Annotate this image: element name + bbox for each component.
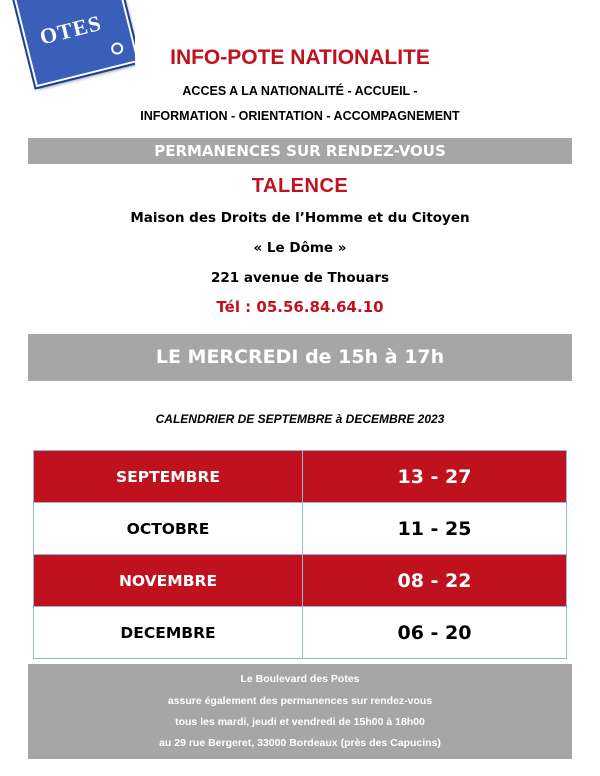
footer-line-3: tous les mardi, jeudi et vendredi de 15h00 à 18h00 [175,716,425,728]
table-row [34,503,567,555]
footer-line-1: Le Boulevard des Potes [240,673,360,685]
permanences-banner: PERMANENCES SUR RENDEZ-VOUS [28,138,572,164]
city-name: TALENCE [251,175,349,197]
logo-text: OTES [37,10,105,50]
street-address: 221 avenue de Thouars [210,270,390,286]
footer-line-2: assure également des permanences sur rendez-vous [167,695,433,707]
dates-cell: 13 - 27 [303,451,567,503]
dates-cell: 06 - 20 [303,607,567,659]
footer-info-box [28,664,572,759]
building-name: « Le Dôme » [253,240,347,256]
table-row [34,451,567,503]
footer-line-4: au 29 rue Bergeret, 33000 Bordeaux (près des Capucins) [159,737,441,749]
page-title: INFO-POTE NATIONALITE [170,46,430,69]
schedule-banner: LE MERCREDI de 15h à 17h [28,334,572,381]
table-row [34,607,567,659]
phone-number: Tél : 05.56.84.64.10 [216,298,384,316]
month-cell: OCTOBRE [34,503,303,555]
subtitle-line-2: INFORMATION - ORIENTATION - ACCOMPAGNEMENT [140,109,460,123]
month-cell: SEPTEMBRE [34,451,303,503]
dates-cell: 11 - 25 [303,503,567,555]
subtitle-line-1: ACCES A LA NATIONALITÉ - ACCUEIL - [182,84,418,98]
dates-cell: 08 - 22 [303,555,567,607]
calendar-table [33,450,567,659]
table-row [34,555,567,607]
venue-name: Maison des Droits de l’Homme et du Citoyen [130,210,470,226]
month-cell: DECEMBRE [34,607,303,659]
month-cell: NOVEMBRE [34,555,303,607]
calendar-title: CALENDRIER DE SEPTEMBRE à DECEMBRE 2023 [155,412,445,426]
street-sign-plate [11,0,135,87]
